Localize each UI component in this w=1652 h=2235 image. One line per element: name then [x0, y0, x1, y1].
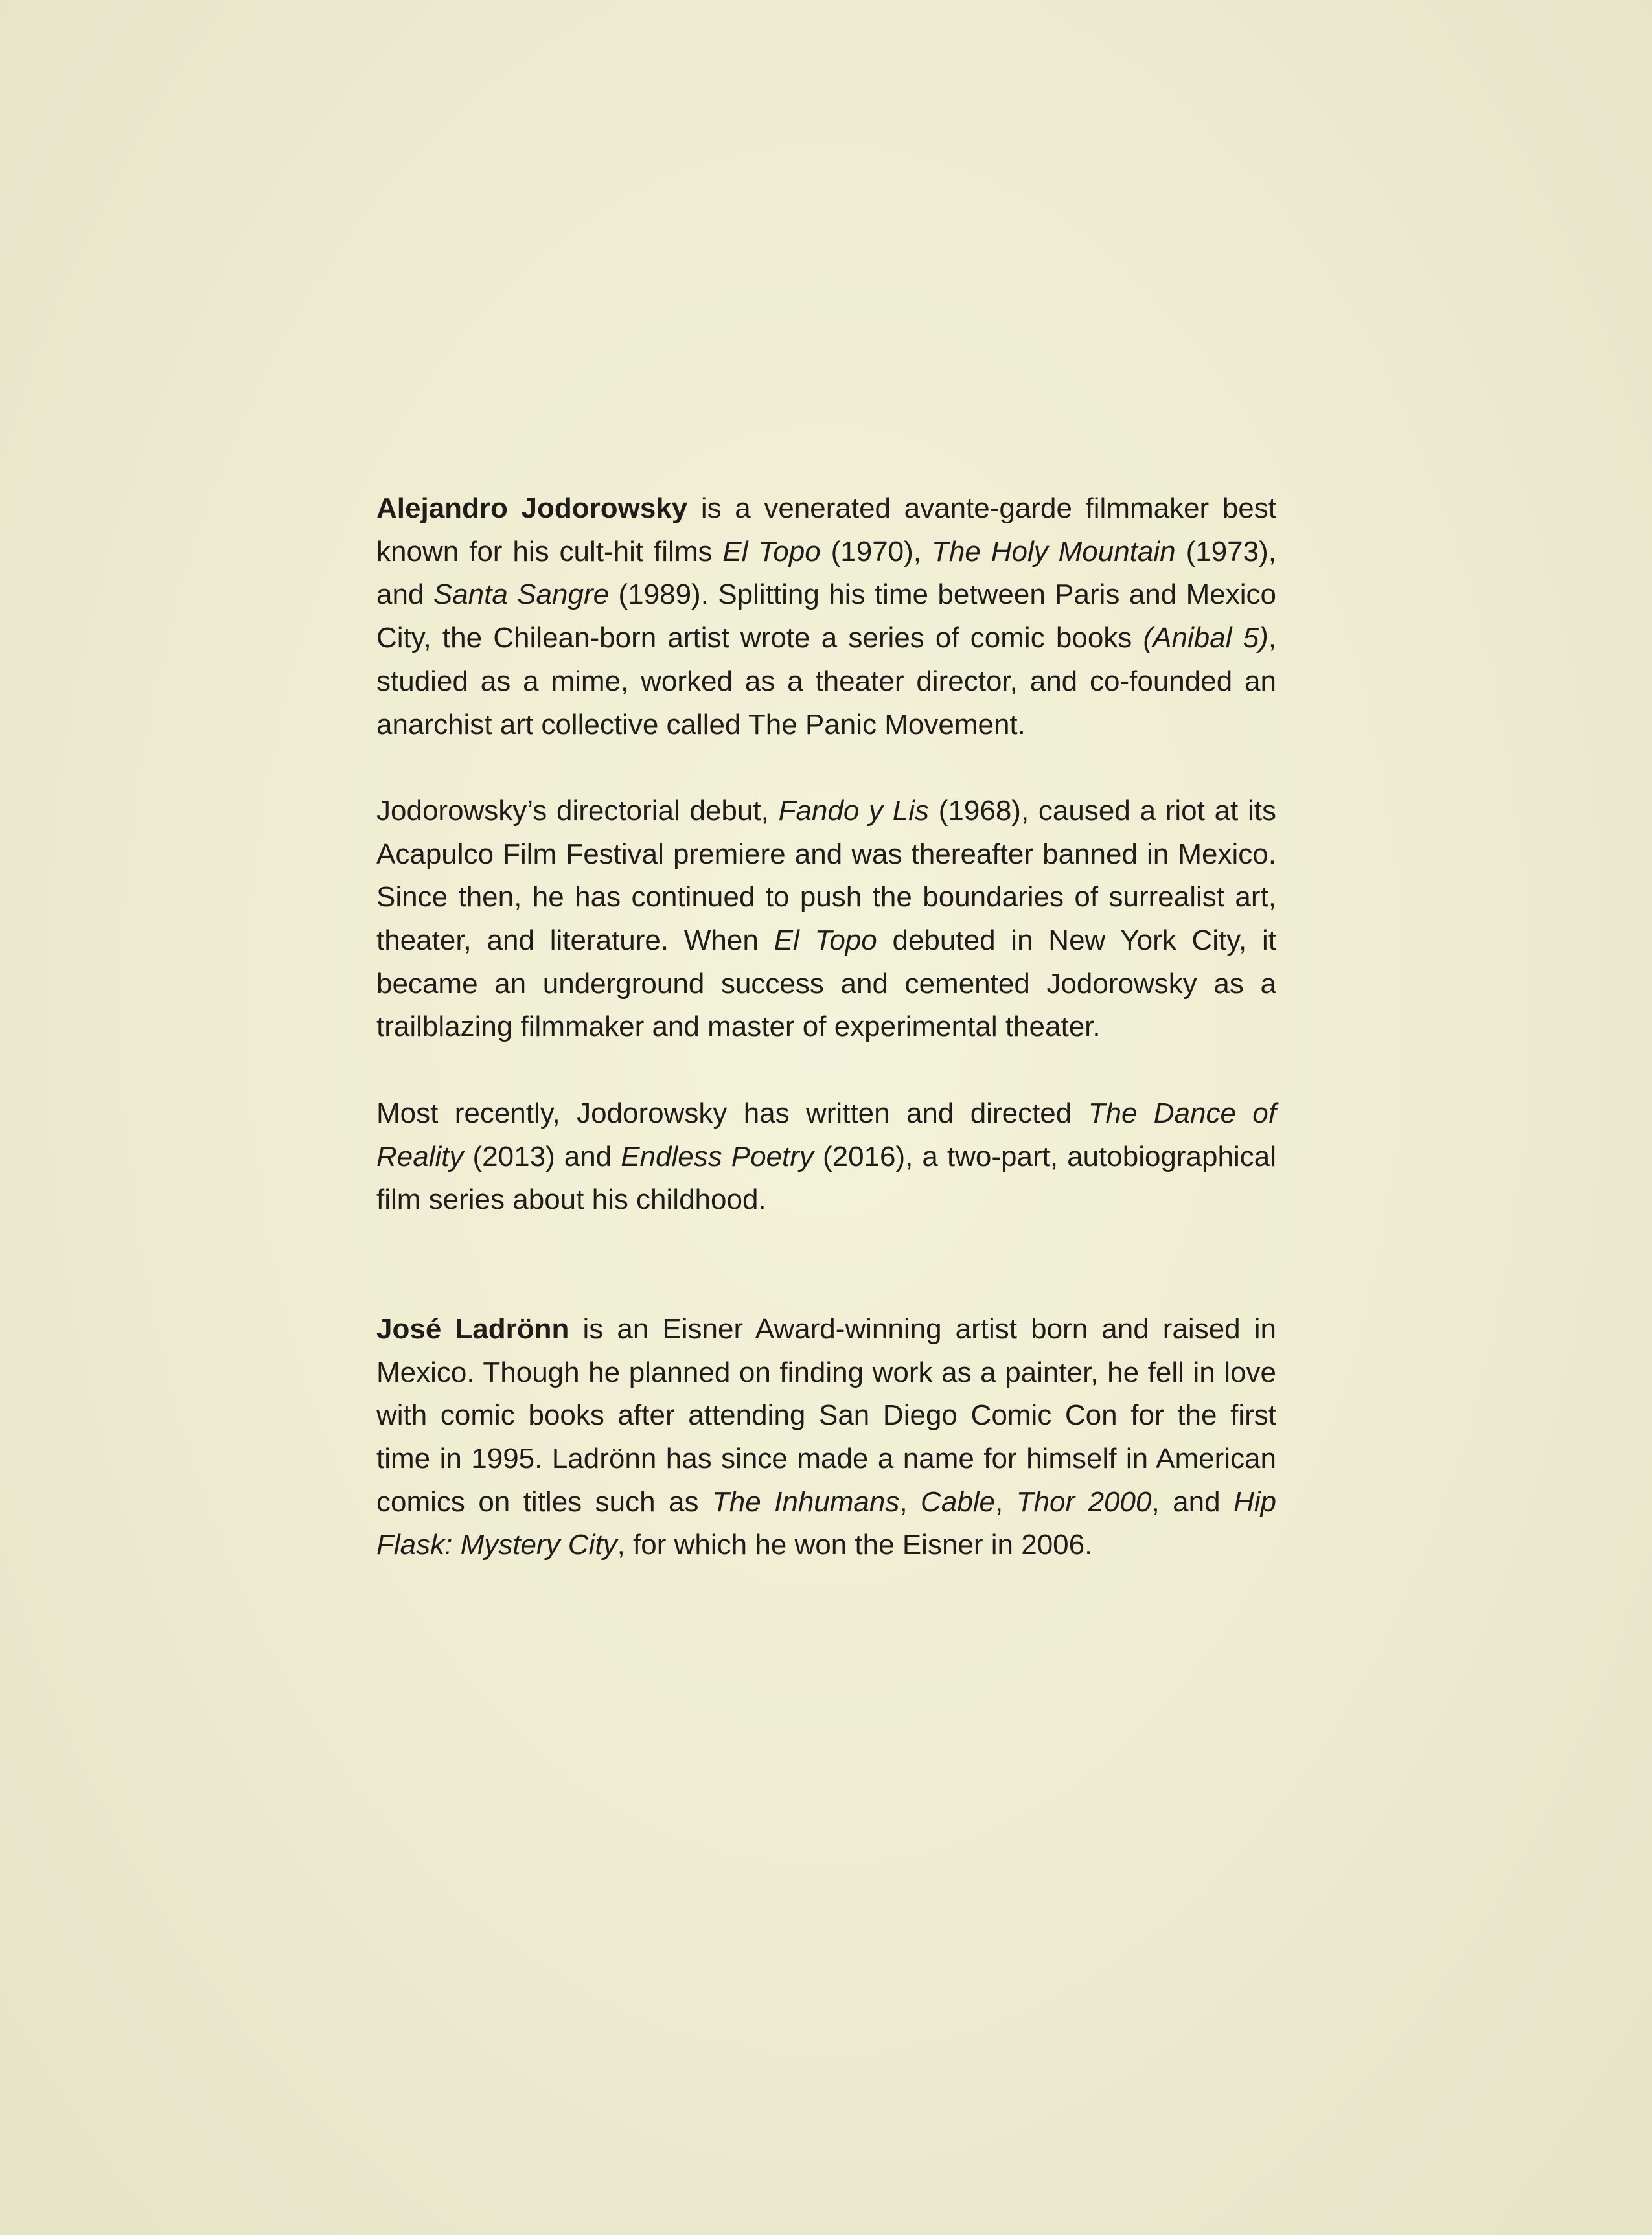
bio-separator-space [376, 1222, 1276, 1308]
text-run: debuted in New York City, it became an underground success and cemented Jodorowsky as a trailblazing filmmaker and master of experimental theater. [376, 924, 1276, 1043]
comic-title: Cable [921, 1485, 996, 1518]
text-run: (2016), a two-part, autobiographical film series about his childhood. [376, 1140, 1276, 1216]
jodorowsky-bio-paragraph-3 [376, 1092, 1276, 1222]
text-column [376, 487, 1276, 1567]
film-title: The Holy Mountain [931, 535, 1176, 567]
comic-title: The Inhumans [711, 1485, 900, 1518]
text-run: Jodorowsky’s directorial debut, [376, 794, 779, 827]
film-title: El Topo [774, 924, 877, 957]
film-title: Endless Poetry [621, 1140, 814, 1173]
text-run: (1973), and [376, 535, 1276, 611]
text-run: , for which he won the Eisner in 2006. [617, 1529, 1093, 1561]
text-run: (2013) and [463, 1140, 621, 1173]
film-title: El Topo [722, 535, 821, 567]
text-run: , studied as a mime, worked as a theater director, and co-founded an anarchist art collective called The Panic Movement. [376, 622, 1277, 740]
text-run: , and [1151, 1485, 1233, 1518]
film-title: Fando y Lis [778, 794, 930, 827]
jodorowsky-bio-paragraph-2 [376, 790, 1276, 1049]
film-title: Santa Sangre [433, 579, 610, 611]
ladronn-bio-paragraph-1 [376, 1308, 1276, 1567]
text-run: Most recently, Jodorowsky has written and directed [376, 1097, 1088, 1129]
text-run: , [995, 1485, 1016, 1518]
text-run: is a venerated avante-garde filmmaker best known for his cult-hit films [376, 492, 1276, 567]
text-run: is an Eisner Award-winning artist born and raised in Mexico. Though he planned on finding work as a painter, he fell in love with comic books after attending San Diego Comic Con for the first time in 1995. Ladrönn has since made a name for himself in American comics on titles such as [376, 1312, 1276, 1518]
text-run: (1968), caused a riot at its Acapulco Film Festival premiere and was thereafter banned in Mexico. Since then, he has continued to push the boundaries of surrealist art, theater, and literature. When [376, 794, 1276, 957]
author-name: Alejandro Jodorowsky [376, 492, 688, 524]
artist-name: José Ladrönn [376, 1312, 569, 1345]
text-run: , [899, 1485, 921, 1518]
film-title: The Dance of Reality [376, 1097, 1276, 1173]
comic-title: Thor 2000 [1016, 1485, 1152, 1518]
jodorowsky-bio-paragraph-1 [376, 487, 1276, 746]
text-run: (1989). Splitting his time between Paris and Mexico City, the Chilean-born artist wrote a series of comic books [376, 579, 1277, 654]
comic-title: Hip Flask: Mystery City [376, 1485, 1277, 1561]
comic-title: (Anibal 5) [1143, 622, 1268, 654]
text-run: (1970), [820, 535, 932, 567]
